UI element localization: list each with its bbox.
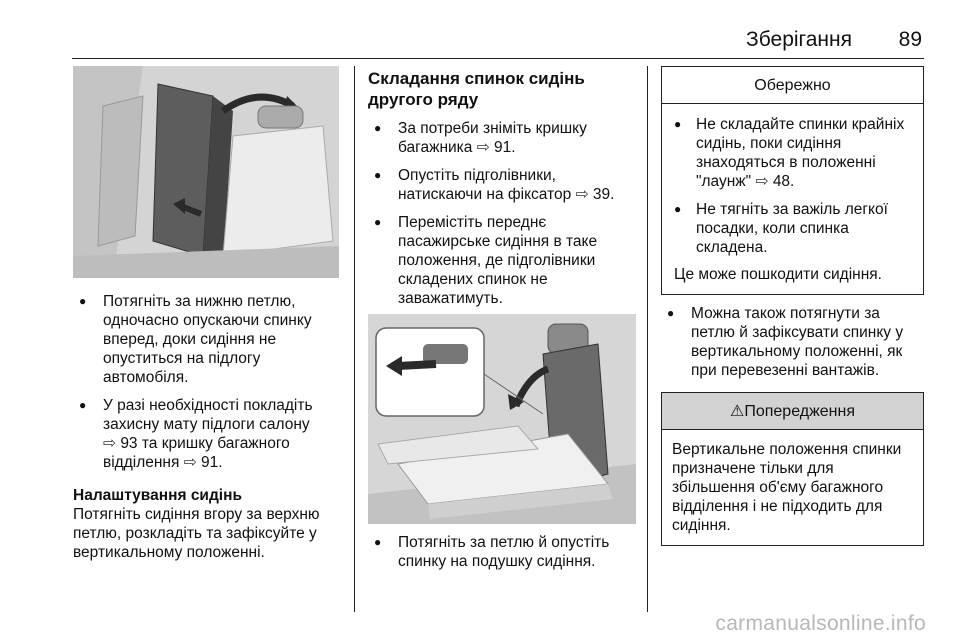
bullet-text: Потягніть за нижню петлю, одночасно опускаючи спинку вперед, доки сидіння не опуститься на підлогу автомобіля.: [103, 293, 312, 386]
caution-list: [672, 115, 915, 257]
list-item: [73, 396, 341, 472]
bullet-text: Не тягніть за важіль легкої посадки, коли спинка складена.: [696, 201, 888, 256]
page-ref-icon: ⇨: [183, 454, 197, 471]
list-item: [672, 115, 915, 191]
list-item: [73, 292, 341, 387]
list-item: [368, 533, 636, 571]
column-right: [661, 66, 924, 546]
second-row-seat-drawing: [368, 314, 636, 524]
caution-title: Обережно: [662, 67, 923, 104]
bullet-text: та кришку багажного відділення: [103, 435, 290, 471]
bullet-text: Перемістіть переднє пасажирське сидіння в таке положення, де підголівники складених спинок не заважатимуть.: [398, 214, 598, 307]
bullet-text: У разі необхідності покладіть захисну мату підлоги салону: [103, 397, 313, 433]
trunk-seat-drawing: [73, 66, 339, 278]
subheading-seat-adjust: Налаштування сидінь: [73, 487, 243, 504]
bullet-text: Опустіть підголівники, натискаючи на фіксатор: [398, 167, 572, 203]
warning-title: Попередження: [744, 403, 856, 420]
instruction-list-middle: [368, 119, 636, 308]
instruction-list-left: [73, 292, 341, 472]
caution-body: [662, 104, 923, 294]
list-item: [661, 304, 924, 380]
warning-header: [662, 393, 923, 430]
page-ref-icon: ⇨: [575, 186, 589, 203]
warning-box: [661, 392, 924, 546]
bullet-text: Можна також потягнути за петлю й зафіксувати спинку у вертикальному положенні, як при перевезенні вантажів.: [691, 305, 904, 379]
watermark: carmanualsonline.info: [715, 612, 926, 635]
column-divider-2: [647, 66, 648, 612]
caution-box: [661, 66, 924, 295]
illustration-folded-seat-trunk: [73, 66, 339, 278]
column-middle: [368, 68, 636, 571]
list-item: [368, 166, 636, 204]
section-title: Зберігання: [746, 28, 852, 51]
header-divider: [72, 58, 924, 59]
page-ref-icon: ⇨: [103, 435, 116, 452]
illustration-second-row-seat: [368, 314, 636, 524]
section-heading: Складання спинок сидінь другого ряду: [368, 69, 585, 109]
paragraph-seat-adjust: Потягніть сидіння вгору за верхню петлю, розкладіть та зафіксуйте у вертикальному положенні.: [73, 506, 320, 561]
bullet-text: Потягніть за петлю й опустіть спинку на подушку сидіння.: [398, 534, 610, 570]
instruction-list-middle-2: [368, 533, 636, 571]
warning-triangle-icon: ⚠: [729, 403, 745, 420]
page-ref-icon: ⇨: [755, 173, 769, 190]
list-item: [672, 200, 915, 257]
bullet-text: За потреби зніміть кришку багажника: [398, 120, 587, 156]
instruction-list-right: [661, 304, 924, 380]
page-ref: 93: [120, 435, 138, 452]
warning-text: Вертикальне положення спинки призначене тільки для збільшення об'єму багажного відділення і не підходить для сидіння.: [672, 441, 902, 534]
page-ref: 91.: [201, 454, 223, 471]
list-item: [368, 119, 636, 157]
page-number: 89: [898, 28, 922, 51]
page-ref: 48.: [772, 173, 795, 190]
page-ref-icon: ⇨: [476, 139, 490, 156]
bullet-text: Не складайте спинки крайніх сидінь, поки сидіння знаходяться в положенні "лаунж": [696, 116, 905, 190]
column-left: [73, 66, 341, 562]
list-item: [368, 213, 636, 308]
column-divider-1: [354, 66, 355, 612]
page-ref: 39.: [592, 186, 615, 203]
caution-note: Це може пошкодити сидіння.: [674, 266, 882, 283]
warning-body: [662, 430, 923, 545]
page-ref: 91.: [494, 139, 516, 156]
